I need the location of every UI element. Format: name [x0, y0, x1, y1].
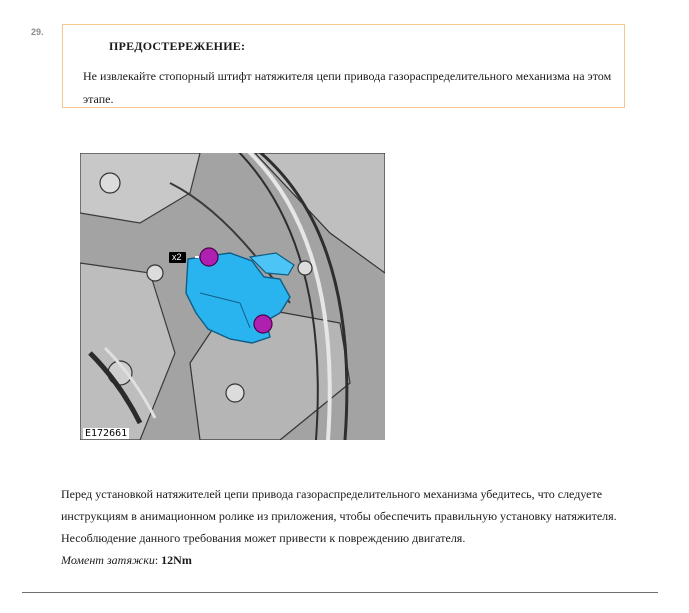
- tensioner-bolt: [254, 315, 272, 333]
- casting-hole: [147, 265, 163, 281]
- engine-drawing: [80, 153, 385, 440]
- tensioner-bolt: [200, 248, 218, 266]
- quantity-badge: x2: [169, 252, 186, 263]
- torque-label: Момент затяжки: [61, 553, 155, 567]
- bottom-divider: [22, 592, 658, 593]
- torque-value: 12Nm: [161, 553, 192, 567]
- step-number: 29.: [31, 27, 44, 37]
- figure-id: E172661: [85, 428, 128, 439]
- instruction-text: Перед установкой натяжителей цепи привода газораспределительного механизма убедитесь, что следуете инструкциям в анимационном ролике из приложения, чтобы обеспечить правильную установку натяжителя. Несоблюдение данного требования может привести к повреждению двигателя.: [61, 487, 617, 545]
- engine-illustration: [80, 153, 385, 440]
- casting-hole: [226, 384, 244, 402]
- caution-text: Не извлекайте стопорный штифт натяжителя цепи привода газораспределительного механизма на этом этапе.: [83, 69, 612, 106]
- caution-box: [62, 24, 625, 108]
- caution-title: ПРЕДОСТЕРЕЖЕНИЕ:: [109, 39, 246, 53]
- torque-spec: [61, 549, 192, 571]
- casting-hole: [100, 173, 120, 193]
- casting-hole: [298, 261, 312, 275]
- torque-separator: :: [154, 553, 162, 567]
